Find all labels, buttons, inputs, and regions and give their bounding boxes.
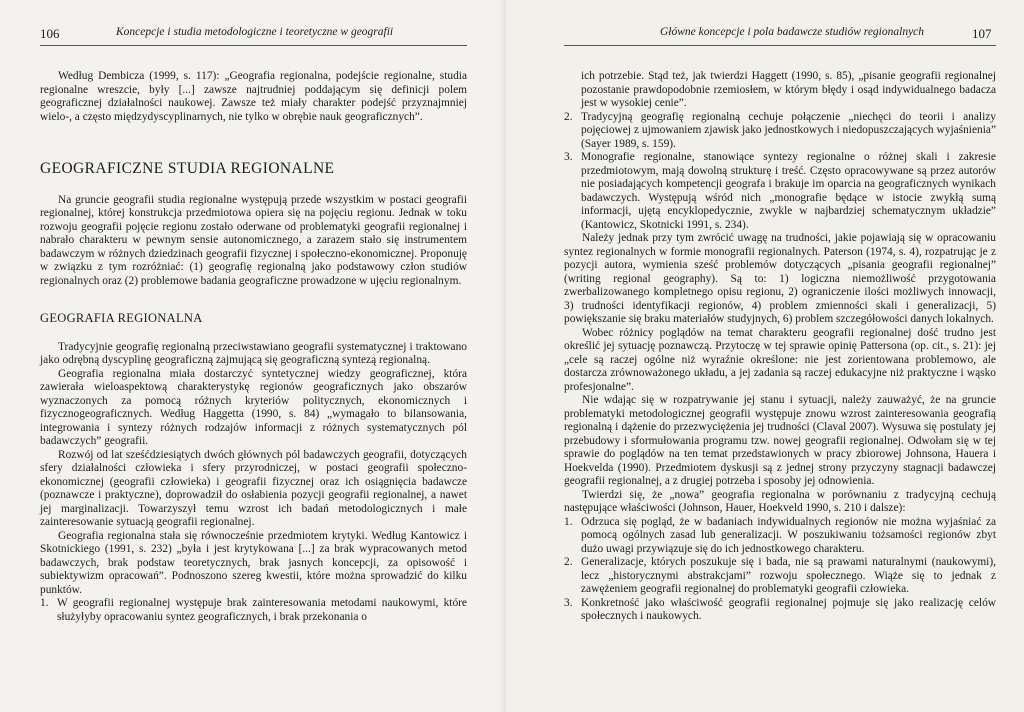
numbered-list (564, 111, 996, 233)
numbered-list (564, 516, 996, 624)
paragraph: Tradycyjnie geografię regionalną przeciwstawiano geografii systematycznej i traktowano jako odrębną dyscyplinę geograficzną zajmującą się geograficzną syntezą regionalną. (40, 340, 467, 366)
list-item-text: Odrzuca się pogląd, że w badaniach indywidualnych regionów nie można wyjaśniać za pomocą ogólnych zasad lub generalizacji. W poszukiwaniu tożsamości regionów zbyt dużo uwagi przywiązuje się do ich jednostkowego charakteru. (581, 515, 996, 555)
heading-geograficzne-studia-regionalne: GEOGRAFICZNE STUDIA REGIONALNE (40, 160, 335, 177)
paragraph: Wobec różnicy poglądów na temat charakteru geografii regionalnej dość trudno jest określić jej sytuację poznawczą. Przytoczę w tej sprawie opinię Pattersona (op. cit., s. 21): jej „cele są raczej ogólne niż wyraźnie określone: nie jest zorientowana problemowo, ale dostarcza zrównoważonego układu, a jej zadania są raczej edukacyjne niż praktyczne i wąsko profesjonalne”. (564, 326, 996, 393)
list-item (564, 597, 996, 624)
right-running-header: Główne koncepcje i pola badawcze studiów regionalnych (660, 26, 925, 38)
left-page (0, 0, 506, 712)
intro-paragraph: Według Dembicza (1999, s. 117): „Geografia regionalna, podejście regionalne, studia regionalne wreszcie, były [...] zawsze najtrudniej poddającym się definicji polem geograficznej działalności naukowej. Zawsze też miały charakter podejść przyznajmniej wielo-, a często międzydyscyplinarnych, nie tylko w obrębie nauk geograficznych”. (40, 70, 467, 123)
left-header-rule (40, 45, 467, 46)
paragraph: Geografia regionalna miała dostarczyć syntetycznej wiedzy geograficznej, która zawierała wieloaspektową charakterystykę regionów geograficznych jako obszarów wyznaczonych za pomocą różnych kryteriów politycznych, ekonomicznych i fizycznogeograficznych. Według Haggetta (1990, s. 84) „wymagało to bilansowania, integrowania i syntezy różnych rodzajów informacji z różnych systematycznych pól badawczych” geografii. (40, 367, 467, 447)
list-item (564, 151, 996, 232)
list-item (564, 111, 996, 152)
list-item-text: Tradycyjną geografię regionalną cechuje połączenie „niechęci do teorii i analizy pojęciowej z ujmowaniem zjawisk jako jednostkowych i niedopuszczających wyjaśnienia” (Sayer 1989, s. 159). (581, 110, 996, 150)
list-item-number: 1. (564, 515, 573, 528)
list-item-text: Generalizacje, których poszukuje się i bada, nie są prawami naturalnymi (naukowymi), lecz „historycznymi abstrakcjami” rozwoju społecznego. Wiąże się to jednak z zawężeniem geografii regionalnej do problematyki geografii człowieka. (581, 556, 996, 595)
paragraph: Nie wdając się w rozpatrywanie jej stanu i sytuacji, należy zauważyć, że na gruncie problematyki metodologicznej geografii występuje znowu wzrost zainteresowania geografią regionalną i dążenie do przezwyciężenia jej trudności (Claval 2007). Wysuwa się postulaty jej przebudowy i sformułowania programu tzw. nowej geografii regionalnej. Odwołam się w tej sprawie do poglądów na ten temat przedstawionych w pracy zbiorowej Johnsona, Hauera i Hoekvelda (1990). Przedmiotem dyskusji są z jednej strony przyczyny stagnacji badawczej geografii regionalnej, a z drugiej potrzeba i sposoby jej odnowienia. (564, 394, 996, 487)
left-page-number: 106 (40, 26, 60, 41)
list-item-text: Konkretność jako właściwość geografii regionalnej pojmuje się jako realizację celów społecznych i naukowych. (581, 596, 996, 622)
list-item-number: 2. (564, 110, 573, 123)
right-header-rule (564, 45, 996, 46)
left-column (40, 70, 467, 624)
left-running-header: Koncepcje i studia metodologiczne i teoretyczne w geografii (116, 26, 394, 38)
list-item-number: 2. (564, 556, 573, 568)
heading-geografia-regionalna: GEOGRAFIA REGIONALNA (40, 311, 203, 325)
paragraph: Twierdzi się, że „nowa” geografia regionalna w porównaniu z tradycyjną cechują następujące właściwości (Johnson, Hauer, Hoekveld 1990, s. 210 i dalsze): (564, 488, 996, 514)
paragraph: Na gruncie geografii studia regionalne występują przede wszystkim w postaci geografii regionalnej, której konstrukcja przedmiotowa opiera się na pojęciu regionu. Jednak w toku rozwoju geografii pojęcie regionu zostało oderwane od problematyki geografii regionalnej i nabrało charakteru w pewnym sensie autonomicznego, a zarazem stało się instrumentem badawczym w różnych dziedzinach geografii fizycznej i społeczno-ekonomicznej. Proponuję w związku z tym rozróżniać: (1) geografię regionalną jako podstawowy człon studiów regionalnych oraz (2) problemowe badania geograficzne prowadzone w ujęciu regionalnym. (40, 193, 467, 287)
list-item-number: 3. (564, 151, 573, 163)
right-page-number: 107 (972, 26, 992, 41)
list-item (564, 516, 996, 557)
paragraph: Należy jednak przy tym zwrócić uwagę na trudności, jakie pojawiają się w opracowaniu syntez regionalnych w formie monografii regionalnych. Paterson (1974, s. 4), rozpatrując je z pozycji autora, wymienia sześć problemów dotyczących „pisania geografii regionalnej” (writing regional geography). Są to: 1) logiczna niemożliwość przygotowania zwerbalizowanego kompletnego opisu regionu, 2) ograniczenie ilości możliwych innowacji, 3) trudności identyfikacji regionów, 4) problem zmienności skali i generalizacji, 5) powiększanie się braku materiałów studyjnych, 6) problem szczegółowości danych lokalnych. (564, 232, 996, 325)
list-item-number: 3. (564, 596, 573, 609)
right-page (506, 0, 1024, 712)
paragraph: ich potrzebie. Stąd też, jak twierdzi Haggett (1990, s. 85), „pisanie geografii regionalnej pozostanie prawdopodobnie rzemiosłem, w którym błędy i osąd indywidualnego badacza jest w wysokiej cenie”. (581, 70, 996, 109)
list-item (564, 556, 996, 597)
list-item-text: Monografie regionalne, stanowiące syntezy regionalne o różnej skali i zakresie przedmiotowym, mają dowolną strukturę i treść. Często opracowywane są przez autorów nie posiadających kompetencji geografa i brakuje im oparcia na geograficznych wynikach badawczych. Występują wśród nich „monografie będące w istocie zwykłą sumą informacji, ujętą encyklopedycznie, zwykle w najbardziej schematycznym układzie” (Kantowicz, Skotnicki 1991, s. 234). (581, 151, 996, 231)
right-column (564, 70, 996, 624)
paragraph: Rozwój od lat sześćdziesiątych dwóch głównych pól badawczych geografii, dotyczących sfery działalności człowieka i sfery przyrodniczej, w postaci geografii społeczno-ekonomicznej (geografii człowieka) i geografii fizycznej oraz ich osiągnięcia badawcze (poznawcze i praktyczne), doprowadził do osłabienia pozycji geografii regionalnej, a nawet jej marginalizacji. Towarzyszył temu wzrost ich badań metodologicznych i małe zainteresowanie sytuacją geografii regionalnej. (40, 448, 467, 528)
list-item: 1. W geografii regionalnej występuje brak zainteresowania metodami naukowymi, które służyłyby opracowaniu syntez geograficznych, i brak przekonania o (40, 597, 467, 623)
paragraph: Geografia regionalna stała się równocześnie przedmiotem krytyki. Według Kantowicz i Skotnickiego (1991, s. 232) „była i jest krytykowana [...] za brak wypracowanych metod badawczych, brak podstaw teoretycznych, brak jasnych koncepcji, za opisowość i subiektywizm opracowań”. Podnoszono szereg kwestii, które można sprowadzić do kilku punktów. (40, 529, 467, 596)
